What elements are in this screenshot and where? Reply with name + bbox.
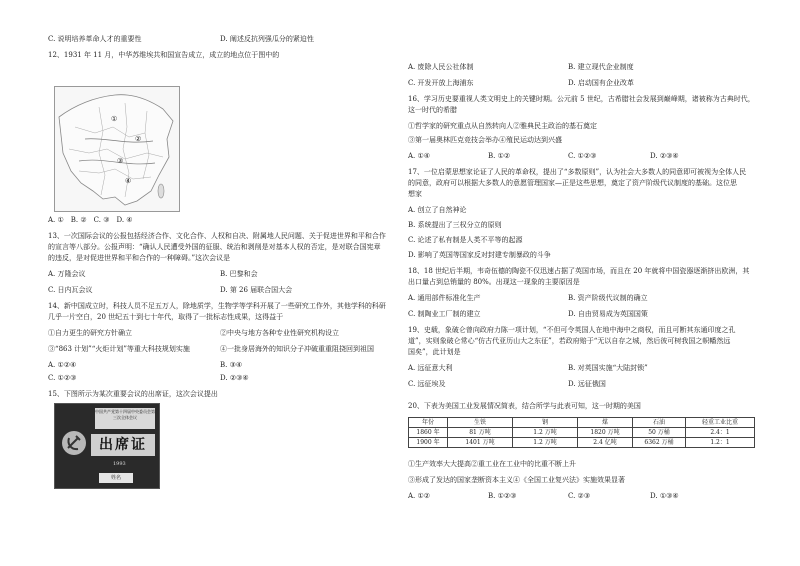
party-emblem-icon: [61, 430, 87, 456]
table-cell: 81 万吨: [448, 428, 513, 438]
table-row: [409, 428, 755, 438]
q18-stem-line-2: 出口量占到总销量的 80%。出现这一现象的主要原因是: [408, 278, 580, 286]
q20-option-a: A. ①②: [408, 492, 431, 500]
q14-option-b: B. ③④: [220, 361, 243, 369]
q17-stem-line-2: 的同意，政府可以根据大多数人的意愿管理国家—正是这些思想，奠定了资产阶级代议制度的基础。这位思: [408, 179, 737, 187]
map-label-2: ②: [135, 135, 142, 143]
q20-option-b: B. ①②③: [488, 492, 517, 500]
q20-stem: 20、下表为美国工业发展情况简表，结合所学与此表可知，这一时期的美国: [408, 402, 641, 410]
q16-option-a: A. ①④: [408, 152, 431, 160]
q11-option-d: D. 阐述反抗列强瓜分的紧迫性: [220, 35, 314, 43]
q15-option-a: A. 废除人民公社体制: [408, 63, 474, 71]
table-header-cell: 石油: [633, 418, 686, 428]
q15-option-c: C. 开发开放上海浦东: [408, 79, 474, 87]
q17-option-b: B. 系统提出了三权分立的原则: [408, 221, 502, 229]
q15-option-b: B. 建立现代企业制度: [568, 63, 634, 71]
table-cell: 1.2 万吨: [513, 438, 578, 448]
q17-option-d: D. 影响了英国等国家反对封建专制暴政的斗争: [408, 251, 551, 259]
table-cell: 6362 万桶: [633, 438, 686, 448]
certificate-heading: 出席证: [91, 434, 155, 456]
q19-option-c: C. 远征埃及: [408, 380, 446, 388]
q12-stem: 12、1931 年 11 月，中华苏维埃共和国宣告成立，成立的地点位于图中的: [48, 51, 280, 59]
table-cell: 1.2 万吨: [513, 428, 578, 438]
table-cell: 1860 年: [409, 428, 448, 438]
q19-option-a: A. 远征意大利: [408, 364, 453, 372]
q17-stem-line-1: 17、一位启蒙思想家论证了人民的革命权，提出了“多数原则”，认为社会大多数人的同意即可被视为全体人民: [408, 168, 747, 176]
q16-stem-line-1: 16、学习历史要重视人类文明史上的关键时期。公元前 5 世纪，古希腊社会发展到巅峰期，诸被称为古典时代，: [408, 95, 755, 103]
table-cell: 1820 万吨: [578, 428, 633, 438]
q20-items-line-2: ③形成了发达的国家垄断资本主义④《全国工业复兴法》实施效果显著: [408, 476, 625, 484]
q15-option-d: D. 启动国有企业改革: [568, 79, 634, 87]
q13-stem-line-3: 的违反，是对促进世界和平和合作的一种障碍。”这次会议是: [48, 254, 231, 262]
q14-item-4: ④一批身居海外的知识分子冲破重重阻挠回到祖国: [220, 345, 374, 353]
table-cell: 2.4 亿吨: [578, 438, 633, 448]
q14-option-c: C. ①②③: [48, 374, 77, 382]
q16-stem-line-2: 这一时代的希腊: [408, 106, 457, 114]
certificate-meeting-title: 中国共产党第十四届中央委员会第三次全体会议: [95, 408, 155, 429]
q17-stem-line-3: 想家: [408, 190, 422, 198]
q11-option-c: C. 说明培养革命人才的重要性: [48, 35, 142, 43]
q19-option-b: B. 对英国实施“大陆封锁”: [568, 364, 648, 372]
q14-item-3: ③“863 计划”“火炬计划”等重大科技规划实施: [48, 345, 190, 353]
table-cell: 1401 万吨: [448, 438, 513, 448]
certificate-year: 1993: [113, 461, 126, 467]
q13-option-a: A. 万隆会议: [48, 270, 86, 278]
china-map-figure: [54, 86, 180, 212]
q18-option-c: C. 制陶业工厂制的建立: [408, 310, 481, 318]
q18-option-b: B. 资产阶级代议制的确立: [568, 294, 648, 302]
q12-options: A. ① B. ② C. ③ D. ④: [48, 216, 133, 224]
map-label-3: ③: [117, 157, 124, 165]
q19-stem-line-1: 19、史载，象破仑曾向政府力陈一项计划，“不但可令英国人在地中海中之商权，而且可断其东通印度之孔: [408, 326, 736, 334]
q14-option-a: A. ①②④: [48, 361, 77, 369]
q16-items-line-1: ①哲学家的研究重点从自然转向人②雅典民主政治的基石奠定: [408, 122, 597, 130]
table-header-cell: 钢: [513, 418, 578, 428]
table-cell: 2.4：1: [686, 428, 755, 438]
table-cell: 50 万桶: [633, 428, 686, 438]
q19-stem-line-2: 道”，实则象破仑常心“仿古代亚历山大之东征”，若政府赔于“无以自存之城，然后彼可树我国之帜幡然远: [408, 337, 731, 345]
table-header-cell: 生铁: [448, 418, 513, 428]
q13-option-b: B. 巴黎和会: [220, 270, 258, 278]
q13-stem-line-1: 13、一次国际会议的公报包括经济合作、文化合作、人权和自决、附属地人民问题、关于促进世界和平和合作: [48, 232, 386, 240]
q14-stem-line-1: 14、新中国成立时，科技人员不足五万人，除地质学，生物学等学科开展了一些研究工作外，其他学科的科研: [48, 302, 386, 310]
q16-items-line-2: ③第一届奥林匹克竞技会举办④殖民运动达到兴盛: [408, 136, 562, 144]
table-cell: 1900 年: [409, 438, 448, 448]
table-row: [409, 438, 755, 448]
q15-stem: 15、下图所示为某次重要会议的出席证，这次会议提出: [48, 390, 218, 398]
table-header-cell: 年份: [409, 418, 448, 428]
q16-option-b: B. ①②: [488, 152, 511, 160]
map-label-4: ④: [125, 177, 132, 185]
q16-option-c: C. ①②③: [568, 152, 597, 160]
q19-stem-line-3: 国矣”，此计划是: [408, 348, 461, 356]
map-label-1: ①: [111, 115, 118, 123]
q20-option-c: C. ②③: [568, 492, 591, 500]
q13-option-d: D. 第 26 届联合国大会: [220, 286, 293, 294]
table-header-cell: 轻重工业比重: [686, 418, 755, 428]
table-header-cell: 煤: [578, 418, 633, 428]
q14-option-d: D. ②③④: [220, 374, 249, 382]
q14-stem-line-2: 几乎一片空白，20 世纪五十到七十年代，取得了一批标志性成果，这得益于: [48, 313, 284, 321]
right-column: [408, 0, 760, 566]
q18-option-a: A. 通用部件标准化生产: [408, 294, 481, 302]
q18-option-d: D. 自由贸易成为英国国策: [568, 310, 648, 318]
q20-items-line-1: ①生产效率大大提高②重工业在工业中的比重不断上升: [408, 460, 576, 468]
q16-option-d: D. ②③④: [650, 152, 679, 160]
q17-option-a: A. 创立了自然神论: [408, 206, 467, 214]
q18-stem-line-1: 18、18 世纪后半期，韦奇伍德的陶瓷不仅迅速占据了英国市场，而且在 20 年就将中国瓷器逐渐挤出欧洲，其: [408, 267, 750, 275]
q20-option-d: D. ①③④: [650, 492, 679, 500]
certificate-name-field: 姓名: [99, 473, 133, 483]
table-header-row: [409, 418, 755, 428]
q17-option-c: C. 论述了私有制是人类不平等的起源: [408, 236, 523, 244]
q14-item-2: ②中央与地方各种专业性研究机构设立: [220, 329, 339, 337]
q13-stem-line-2: 的宣言等八部分。公报声明：“确认人民遭受外国的征服、统治和剥削是对基本人权的否定，是对联合国宪章: [48, 243, 381, 251]
q14-item-1: ①自力更生的研究方针确立: [48, 329, 132, 337]
left-column: [48, 0, 400, 566]
attendance-certificate-image: [54, 403, 160, 489]
q19-option-d: D. 远征俄国: [568, 380, 606, 388]
us-industry-table: [408, 417, 755, 448]
table-cell: 1.2：1: [686, 438, 755, 448]
q13-option-c: C. 日内瓦会议: [48, 286, 93, 294]
